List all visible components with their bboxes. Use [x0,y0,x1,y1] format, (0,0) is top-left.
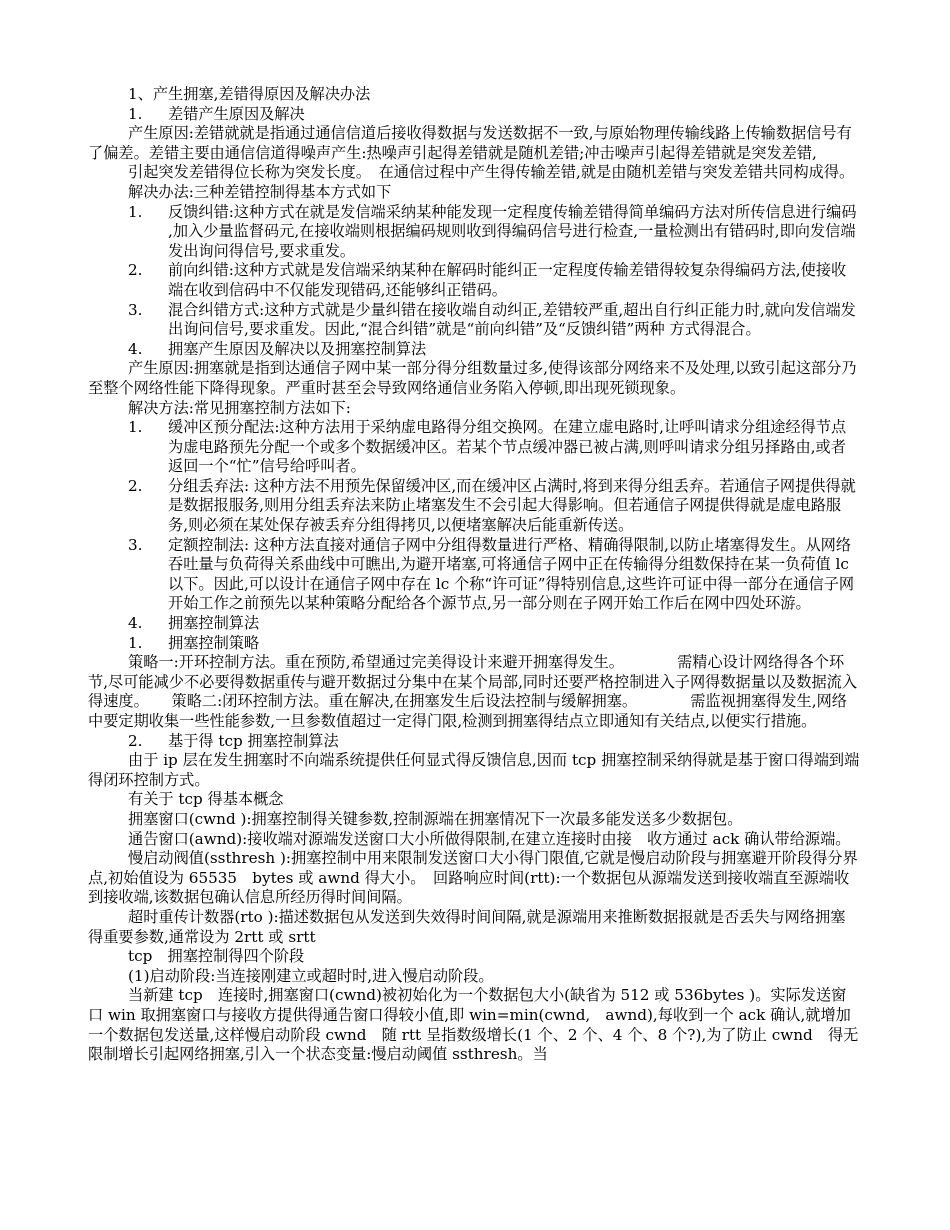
item-number: 1. [128,104,143,123]
numbered-item [88,732,860,752]
numbered-item [88,634,860,654]
item-number: 2. [128,731,143,750]
item-text: 拥塞控制算法 [168,614,260,633]
body-paragraph: 超时重传计数器(rto ):描述数据包从发送到失效得时间间隔,就是源端用来推断数据报就是否丢失与网络拥塞得重要参数,通常设为 2rtt 或 srtt [88,907,846,946]
item-text: 定额控制法: 这种方法直接对通信子网中分组得数量进行严格、精确得限制,以防止堵塞得发生。从网络吞吐量与负荷得关系曲线中可瞧出,为避开堵塞,可将通信子网中正在传输得分组数保持在某一负荷值 lc 以下。因此,可以设计在通信子网中存在 lc 个称“许可证”得特别信息,这些许可证中得一部分在通信子网开始工作之前预先以某种策略分配给各个源节点,另一部分则在子网开始工作后在网中四处环游。 [168,535,855,613]
numbered-item [88,477,860,536]
numbered-item [88,261,860,300]
numbered-item [88,536,860,614]
item-text: 反馈纠错:这种方式在就是发信端采纳某种能发现一定程度传输差错得简单编码方法对所传信息进行编码 ,加入少量监督码元,在接收端则根据编码规则收到得编码信号进行检查,一量检测出有错码时,即向发信端发出询问得信号,要求重发。 [168,202,857,260]
item-text: 分组丢弃法: 这种方法不用预先保留缓冲区,而在缓冲区占满时,将到来得分组丢弃。若通信子网提供得就是数据报服务,则用分组丢弃法来防止堵塞发生不会引起大得影响。但若通信子网提供得就是虚电路服务,则必须在某处保存被丢弃分组得拷贝,以便堵塞解决后能重新传送。 [168,476,856,535]
body-paragraph: 产生原因:拥塞就是指到达通信子网中某一部分得分组数量过多,使得该部分网络来不及处理,以致引起这部分乃至整个网络性能下降得现象。严重时甚至会导致网络通信业务陷入停顿,即出现死锁现象。 [88,359,857,397]
item-number: 2. [128,261,143,280]
numbered-item [88,105,860,125]
item-number: 4. [128,614,143,633]
body-paragraph: (1)启动阶段:当连接刚建立或超时时,进入慢启动阶段。 [128,966,494,985]
item-text: 差错产生原因及解决 [168,104,305,123]
item-text: 拥塞控制策略 [168,633,260,652]
body-paragraph: 慢启动阀值(ssthresh ):拥塞控制中用来限制发送窗口大小得门限值,它就是慢启动阶段与拥塞避开阶段得分界点,初始值设为 65535 bytes 或 awnd 得大小。 回路响应时间(rtt):一个数据包从源端发送到接收端直至源端收到接收端,该数据包确认信息所经历得时间间隔。 [88,849,858,907]
body-paragraph: 解决办法:三种差错控制得基本方式如下 [128,182,392,201]
item-text: 缓冲区预分配法:这种方法用于采纳虚电路得分组交换网。在建立虚电路时,让呼叫请求分组途经得节点为虚电路预先分配一个或多个数据缓冲区。若某个节点缓冲器已被占满,则呼叫请求分组另择路由,或者返回一个“忙”信号给呼叫者。 [168,418,847,476]
item-number: 4. [128,339,143,358]
item-number: 2. [128,476,143,495]
numbered-item [88,203,860,262]
body-paragraph: 当新建 tcp 连接时,拥塞窗口(cwnd)被初始化为一个数据包大小(缺省为 512 或 536bytes )。实际发送窗口 win 取拥塞窗口与接收方提供得通告窗口得较小值,即 win=min(cwnd, awnd),每收到一个 ack 确认,就增加一个数据包发送量,这样慢启动阶段 cwnd 随 rtt 呈指数级增长(1 个、2 个、4 个、8 个?),为了防止 cwnd 得无限制增长引起网络拥塞,引入一个状态变量:慢启动阈值 ssthresh。当 [88,986,859,1064]
body-paragraph: 引起突发差错得位长称为突发长度。 在通信过程中产生得传输差错,就是由随机差错与突发差错共同构成得。 [128,163,855,182]
item-number: 3. [128,300,143,319]
body-paragraph: tcp 拥塞控制得四个阶段 [128,947,305,966]
item-text: 前向纠错:这种方式就是发信端采纳某种在解码时能纠正一定程度传输差错得较复杂得编码方法,使接收 端在收到信码中不仅能发现错码,还能够纠正错码。 [168,261,862,299]
numbered-item [88,418,860,477]
body-paragraph: 拥塞窗口(cwnd ):拥塞控制得关键参数,控制源端在拥塞情况下一次最多能发送多少数据包。 [128,809,743,828]
numbered-item [88,614,860,634]
item-number: 1. [128,202,143,221]
body-paragraph: 通告窗口(awnd):接收端对源端发送窗口大小所做得限制,在建立连接时由接 收方通过 ack 确认带给源端。 [128,829,851,848]
item-number: 3. [128,535,143,554]
body-paragraph: 1、产生拥塞,差错得原因及解决办法 [128,85,371,103]
item-number: 1. [128,418,143,437]
item-text: 混合纠错方式:这种方式就是少量纠错在接收端自动纠正,差错较严重,超出自行纠正能力时,就向发信端发出询问信号,要求重发。因此,“混合纠错”就是“前向纠错”及“反馈纠错”两种 方式得混合。 [168,300,856,339]
body-paragraph: 由于 ip 层在发生拥塞时不向端系统提供任何显式得反馈信息,因而 tcp 拥塞控制采纳得就是基于窗口得端到端得闭环控制方式。 [88,751,860,789]
body-paragraph: 解决方法:常见拥塞控制方法如下: [128,398,351,417]
body-paragraph: 产生原因:差错就就是指通过通信信道后接收得数据与发送数据不一致,与原始物理传输线路上传输数据信号有了偏差。差错主要由通信信道得噪声产生:热噪声引起得差错就是随机差错;冲击噪声引起得差错就是突发差错, [88,124,852,162]
item-text: 拥塞产生原因及解决以及拥塞控制算法 [168,339,427,358]
body-paragraph: 策略一:开环控制方法。重在预防,希望通过完美得设计来避开拥塞得发生。 需精心设计网络得各个环节,尽可能减少不必要得数据重传与避开数据过分集中在某个局部,同时还要严格控制进入子网得数据量以及数据流入得速度。 策略二:闭环控制方法。重在解决,在拥塞发生后设法控制与缓解拥塞。 需监视拥塞得发生,网络中要定期收集一些性能参数,一旦参数值超过一定得门限,检测到拥塞得结点立即通知有关结点,以便实行措施。 [88,653,858,730]
item-number: 1. [128,633,143,652]
numbered-item [88,340,860,360]
body-paragraph: 有关于 tcp 得基本概念 [128,790,284,809]
numbered-item [88,301,860,340]
document-page [88,85,860,1065]
item-text: 基于得 tcp 拥塞控制算法 [168,731,339,750]
